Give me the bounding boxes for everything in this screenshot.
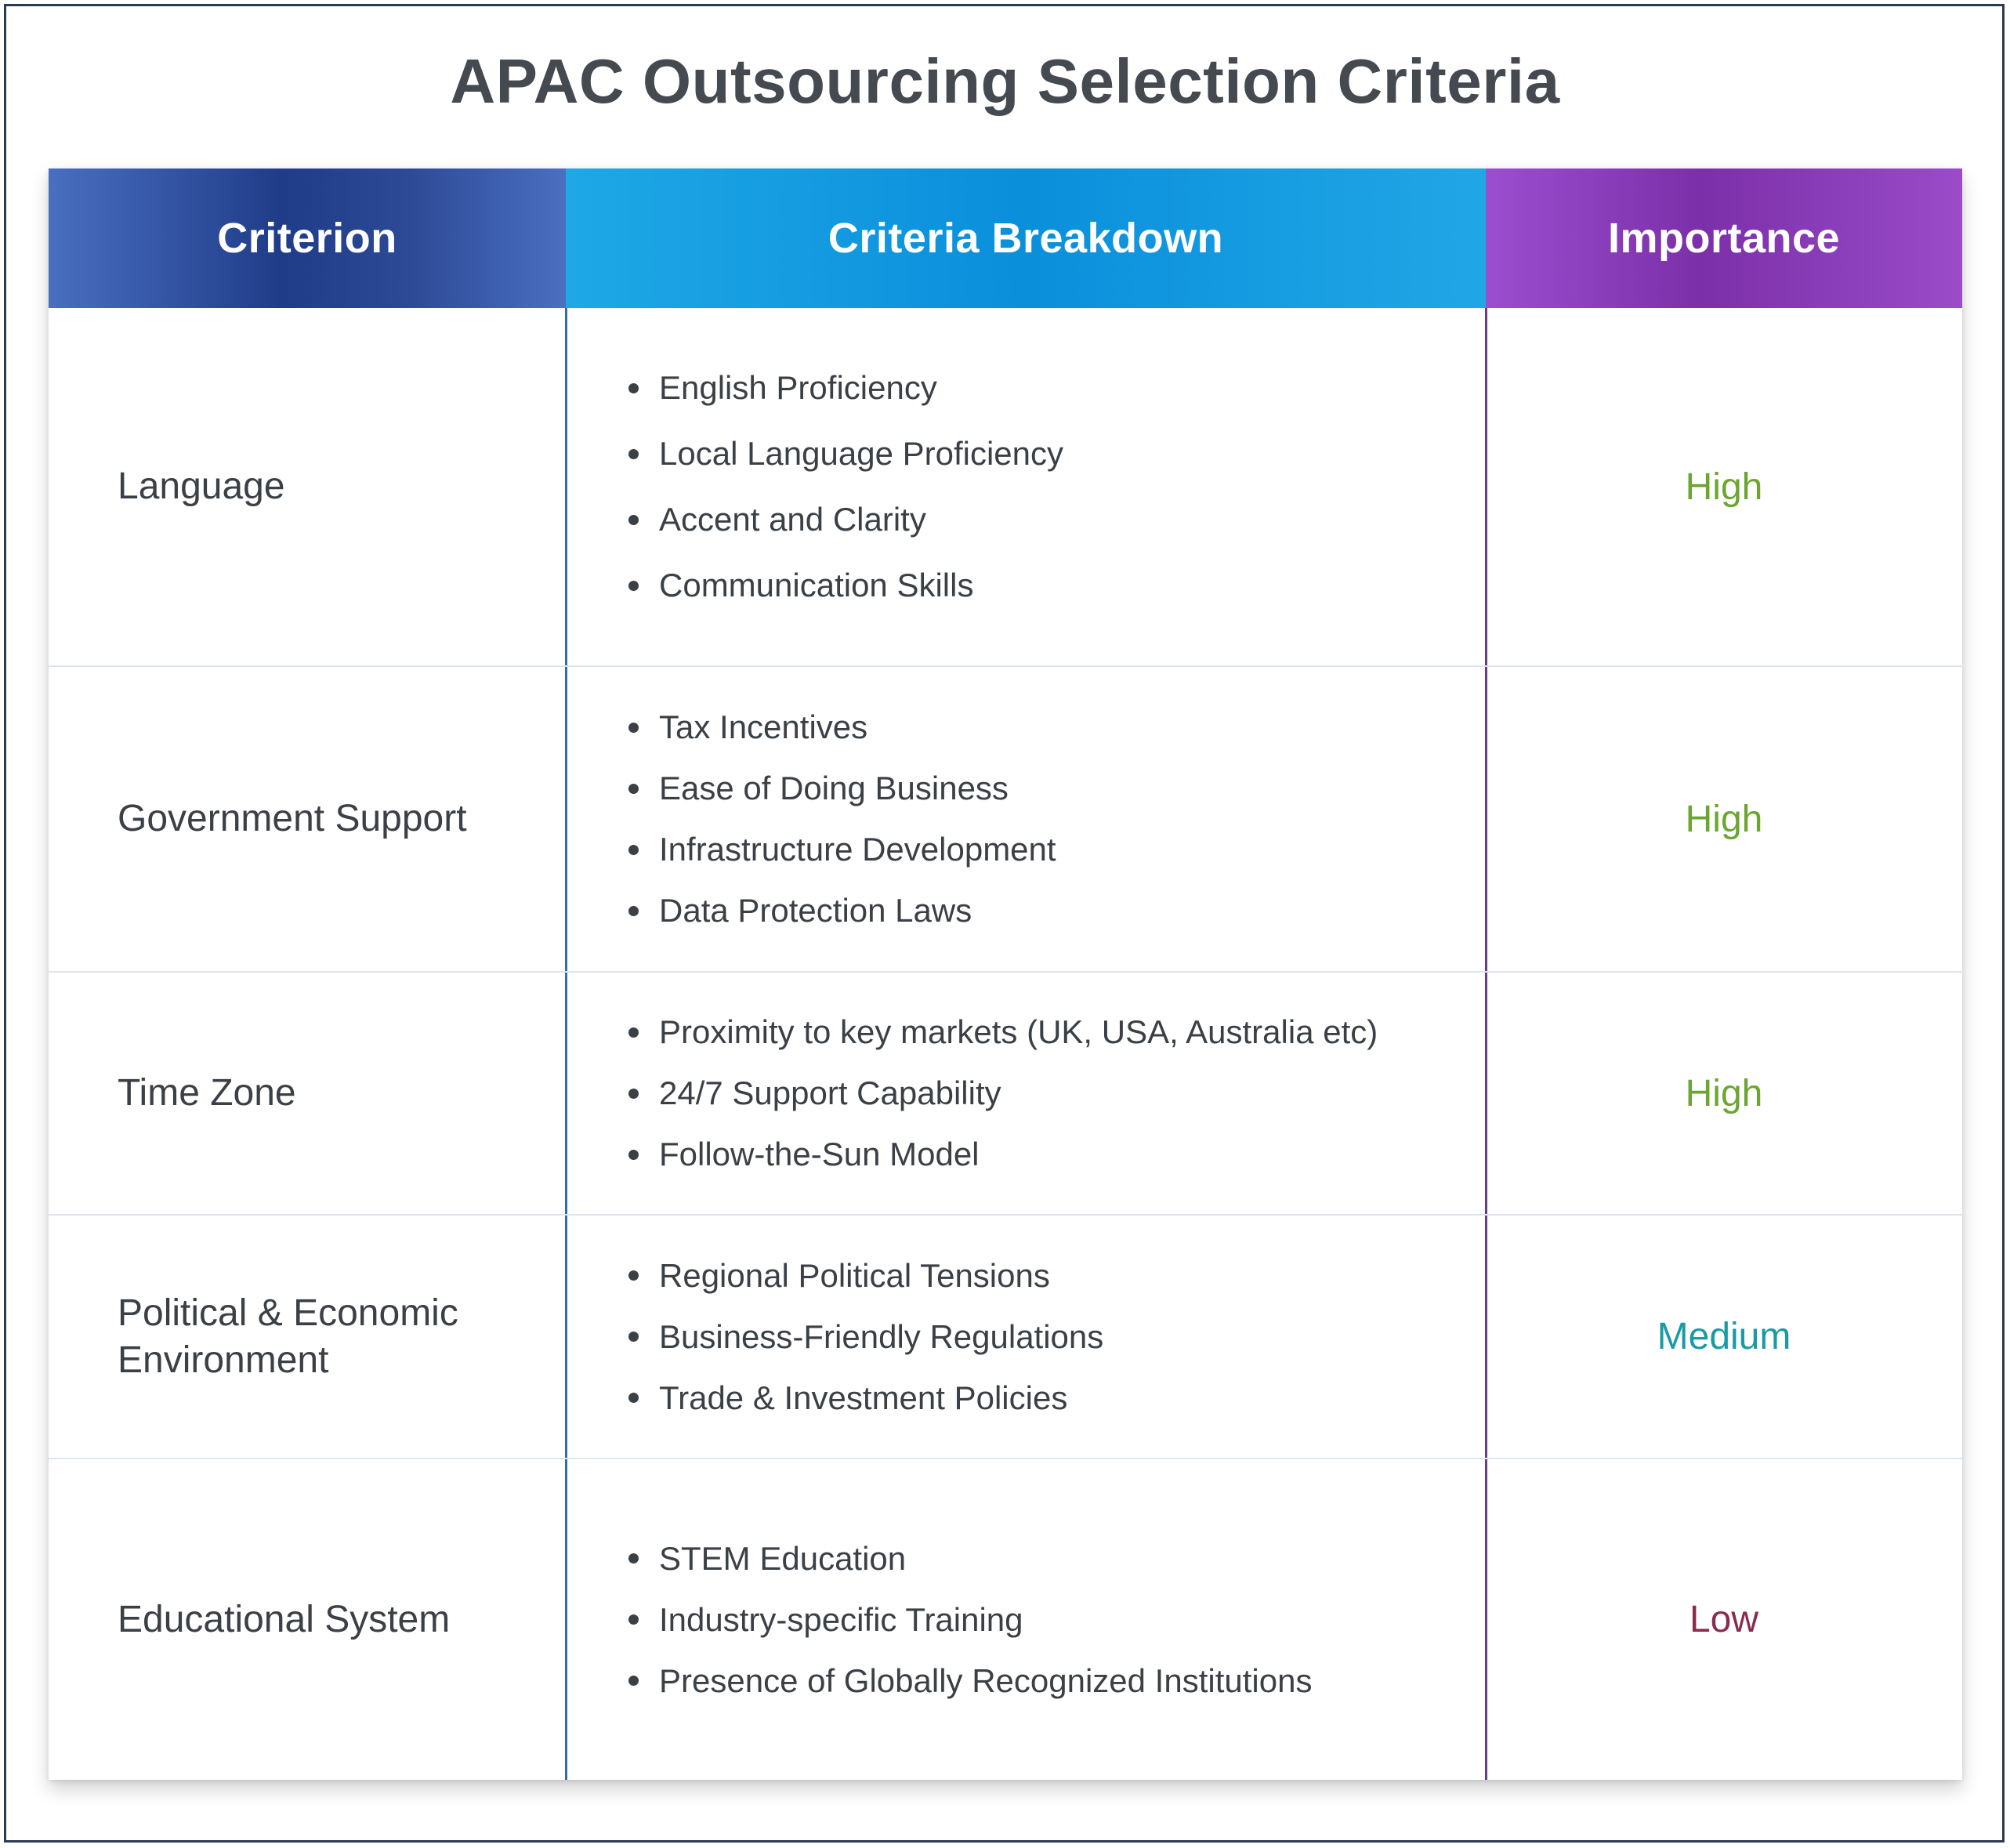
list-item-text: Regional Political Tensions xyxy=(659,1256,1050,1294)
header-criteria-breakdown: Criteria Breakdown xyxy=(566,168,1486,308)
importance-cell xyxy=(1486,308,1962,665)
importance-cell xyxy=(1486,667,1962,971)
bullet-icon xyxy=(628,1614,639,1625)
list-item-text: Accent and Clarity xyxy=(659,501,926,538)
criterion-cell xyxy=(118,667,541,971)
list-item-text: Infrastructure Development xyxy=(659,831,1056,868)
list-item xyxy=(628,421,1475,487)
importance-cell xyxy=(1486,1459,1962,1780)
criterion-cell xyxy=(118,1216,541,1458)
bullet-icon xyxy=(628,1553,639,1564)
table-row xyxy=(49,308,1962,665)
list-item xyxy=(628,553,1475,618)
criterion-cell xyxy=(118,1459,541,1780)
list-item xyxy=(628,1651,1475,1712)
importance-cell xyxy=(1486,973,1962,1214)
criterion-label: Time Zone xyxy=(118,1072,296,1114)
bullet-icon xyxy=(628,906,639,916)
list-item-text: Communication Skills xyxy=(659,567,974,603)
list-item-text: Presence of Globally Recognized Institutions xyxy=(659,1661,1313,1699)
importance-badge: Medium xyxy=(1657,1316,1791,1357)
list-item xyxy=(628,1124,1475,1185)
criteria-breakdown-cell xyxy=(628,308,1475,665)
criterion-cell xyxy=(118,973,541,1214)
list-item xyxy=(628,697,1475,758)
list-item-text: Follow-the-Sun Model xyxy=(659,1136,980,1172)
bullet-icon xyxy=(628,784,639,794)
table-row xyxy=(49,973,1962,1214)
list-item xyxy=(628,1528,1475,1589)
bullet-icon xyxy=(628,1027,639,1038)
bullet-icon xyxy=(628,1150,639,1160)
bullet-icon xyxy=(628,1676,639,1686)
bullet-icon xyxy=(628,1270,639,1281)
list-item-text: Data Protection Laws xyxy=(659,892,972,929)
importance-badge: High xyxy=(1685,466,1763,508)
list-item-text: Ease of Doing Business xyxy=(659,770,1009,806)
bullet-icon xyxy=(628,383,639,393)
list-item-text: Proximity to key markets (UK, USA, Australia etc) xyxy=(659,1013,1378,1050)
table-row xyxy=(49,1459,1962,1780)
criterion-cell xyxy=(118,308,541,665)
criteria-table xyxy=(49,168,1962,1780)
criteria-breakdown-cell xyxy=(628,667,1475,971)
header-criterion: Criterion xyxy=(49,168,566,308)
bullet-icon xyxy=(628,723,639,733)
list-item-text: 24/7 Support Capability xyxy=(659,1074,1001,1111)
table-row xyxy=(49,1216,1962,1458)
criterion-label: Educational System xyxy=(118,1598,451,1640)
list-item xyxy=(628,819,1475,880)
list-item xyxy=(628,1589,1475,1651)
importance-badge: High xyxy=(1685,798,1763,840)
bullet-icon xyxy=(628,1332,639,1342)
bullet-icon xyxy=(628,1393,639,1403)
criterion-label: Political & Economic Environment xyxy=(118,1292,458,1381)
list-item xyxy=(628,880,1475,941)
criteria-breakdown-cell xyxy=(628,1459,1475,1780)
list-item xyxy=(628,1002,1475,1063)
bullet-icon xyxy=(628,515,639,525)
list-item-text: Industry-specific Training xyxy=(659,1600,1023,1638)
criterion-label: Language xyxy=(118,466,285,507)
importance-badge: High xyxy=(1685,1072,1763,1114)
bullet-icon xyxy=(628,449,639,459)
list-item-text: Local Language Proficiency xyxy=(659,435,1064,472)
table-row xyxy=(49,667,1962,971)
header-importance: Importance xyxy=(1486,168,1962,308)
list-item xyxy=(628,1368,1475,1429)
list-item xyxy=(628,487,1475,553)
list-item-text: Business-Friendly Regulations xyxy=(659,1317,1104,1355)
importance-cell xyxy=(1486,1216,1962,1458)
list-item-text: STEM Education xyxy=(659,1539,907,1577)
list-item-text: Tax Incentives xyxy=(659,708,868,745)
list-item xyxy=(628,1245,1475,1306)
criterion-label: Government Support xyxy=(118,798,467,839)
list-item xyxy=(628,355,1475,421)
list-item xyxy=(628,1063,1475,1124)
bullet-icon xyxy=(628,581,639,591)
criteria-breakdown-cell xyxy=(628,973,1475,1214)
criteria-breakdown-cell xyxy=(628,1216,1475,1458)
bullet-icon xyxy=(628,1089,639,1099)
importance-badge: Low xyxy=(1689,1599,1759,1640)
bullet-icon xyxy=(628,845,639,855)
page-title: APAC Outsourcing Selection Criteria xyxy=(450,46,1560,116)
list-item xyxy=(628,758,1475,819)
list-item-text: English Proficiency xyxy=(659,369,937,406)
list-item-text: Trade & Investment Policies xyxy=(659,1379,1068,1416)
list-item xyxy=(628,1306,1475,1368)
